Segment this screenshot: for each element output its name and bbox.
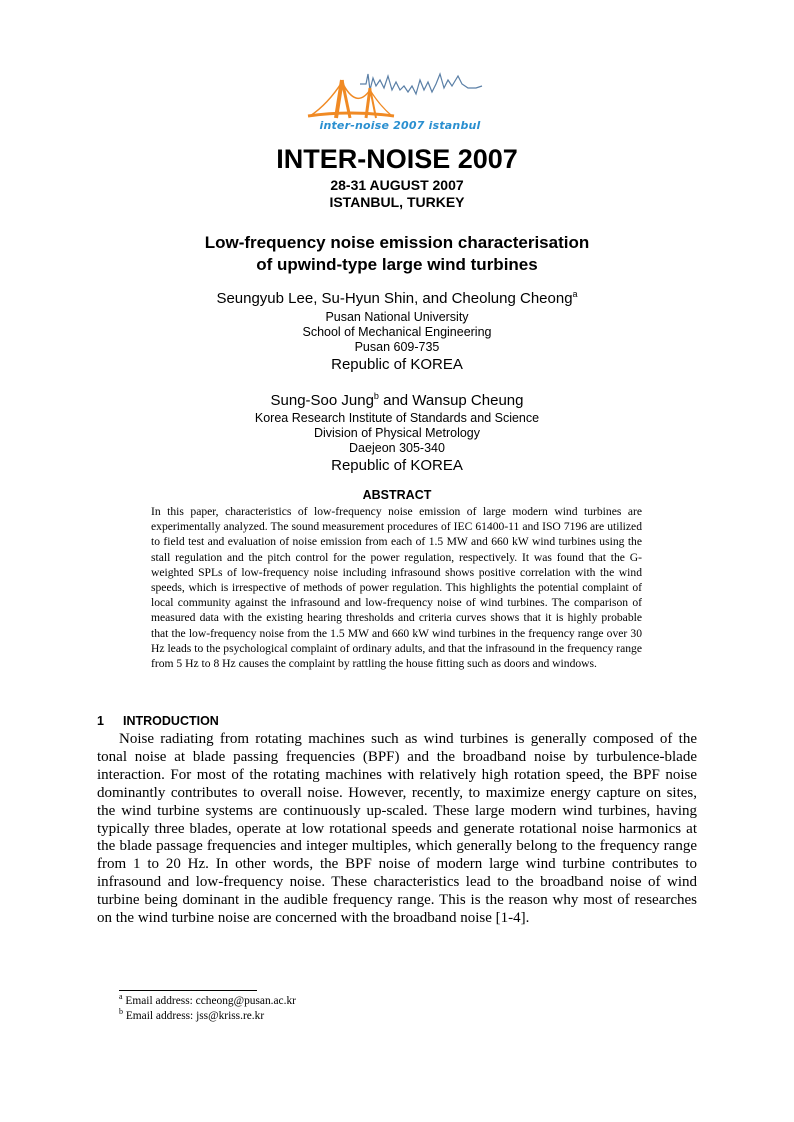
footnote-divider	[119, 990, 257, 991]
abstract-heading: ABSTRACT	[362, 488, 432, 502]
footnote-marker: a	[119, 992, 123, 1002]
affiliation-line: School of Mechanical Engineering	[302, 325, 492, 339]
abstract-text: In this paper, characteristics of low-frequency noise emission of large modern wind turbines are experimentally analyzed. The sound measurement procedures of IEC 61400-11 and ISO 7196 are utilized to field test and evaluation of noise emission from each of 1.5 MW and 660 kW wind turbines using the stall regulation and the pitch control for the power regulation, respectively. It was found that the G-weighted SPLs of low-frequency noise including infrasound shows positive correlation with the wind speeds, which is irrespective of methods of power regulation. This highlights the potential complaint of local community against the infrasound and low-frequency noise of wind turbines. The comparison of measured data with the existing hearing thresholds and criteria curves shows that it is highly probable that the low-frequency noise from the 1.5 MW and 660 kW wind turbines in the frequency range over 30 Hz leads to the psychological complaint of ordinary adults, and that the infrasound in the frequency range from 5 Hz to 8 Hz causes the complaint by rattling the house fitting such as doors and windows.	[151, 505, 642, 671]
introduction-paragraph: Noise radiating from rotating machines such as wind turbines is generally composed of the tonal noise at blade passing frequencies (BPF) and the broadband noise by turbulence-blade interaction. For most of the rotating machines with relatively high rotation speed, the BPF noise dominantly contributes to overall noise. However, recently, to maximize energy capture on sites, the wind turbine systems are continuously up-scaled. These large modern wind turbines, having typically three blades, operate at low rotational speeds and generate rotational noise harmonics at the blade passage frequencies and integer multiples, which generally belong to the frequency range from 1 to 20 Hz. In other words, the BPF noise of modern large wind turbine contributes to infrasound and low-frequency noise. These characteristics lead to the broadband noise of wind turbine being dominant in the audible frequency range. This is the reason why most of researches on the wind turbine noise are concerned with the broadband noise [1-4].	[97, 731, 697, 927]
footnotes	[119, 994, 296, 1024]
author-name: Sung-Soo Jung	[270, 392, 374, 409]
footnote-marker: a	[572, 289, 578, 299]
section-heading	[97, 714, 219, 729]
conference-date: 28-31 AUGUST 2007	[330, 177, 464, 193]
paper-title-line-1: Low-frequency noise emission characterisation	[204, 233, 590, 252]
author-name: and Wansup Cheung	[378, 392, 524, 409]
author-names: Seungyub Lee, Su-Hyun Shin, and Cheolung Cheong	[216, 290, 573, 307]
affiliation-line: Pusan 609-735	[354, 340, 440, 354]
footnote-marker: b	[119, 1007, 123, 1017]
affiliation-country: Republic of KOREA	[331, 457, 463, 474]
footnote-text: Email address: jss@kriss.re.kr	[123, 1010, 265, 1022]
affiliation-line: Pusan National University	[325, 310, 469, 324]
section-title: INTRODUCTION	[123, 714, 219, 728]
affiliation-line: Division of Physical Metrology	[313, 426, 481, 440]
paper-title-line-2: of upwind-type large wind turbines	[256, 255, 538, 274]
author-group-2-names	[0, 392, 794, 410]
affiliation-line: Korea Research Institute of Standards and Science	[254, 411, 540, 425]
conference-title: INTER-NOISE 2007	[276, 144, 518, 174]
author-group-1-names	[0, 290, 794, 308]
footnote-marker: b	[373, 391, 379, 401]
affiliation-country: Republic of KOREA	[331, 356, 463, 373]
footnote	[119, 1009, 296, 1024]
conference-location: ISTANBUL, TURKEY	[329, 194, 465, 210]
affiliation-line: Daejeon 305-340	[349, 441, 445, 455]
footnote-text: Email address: ccheong@pusan.ac.kr	[122, 995, 296, 1007]
logo-caption: inter-noise 2007 istanbul	[319, 119, 481, 132]
section-number: 1	[97, 714, 104, 728]
footnote	[119, 994, 296, 1009]
